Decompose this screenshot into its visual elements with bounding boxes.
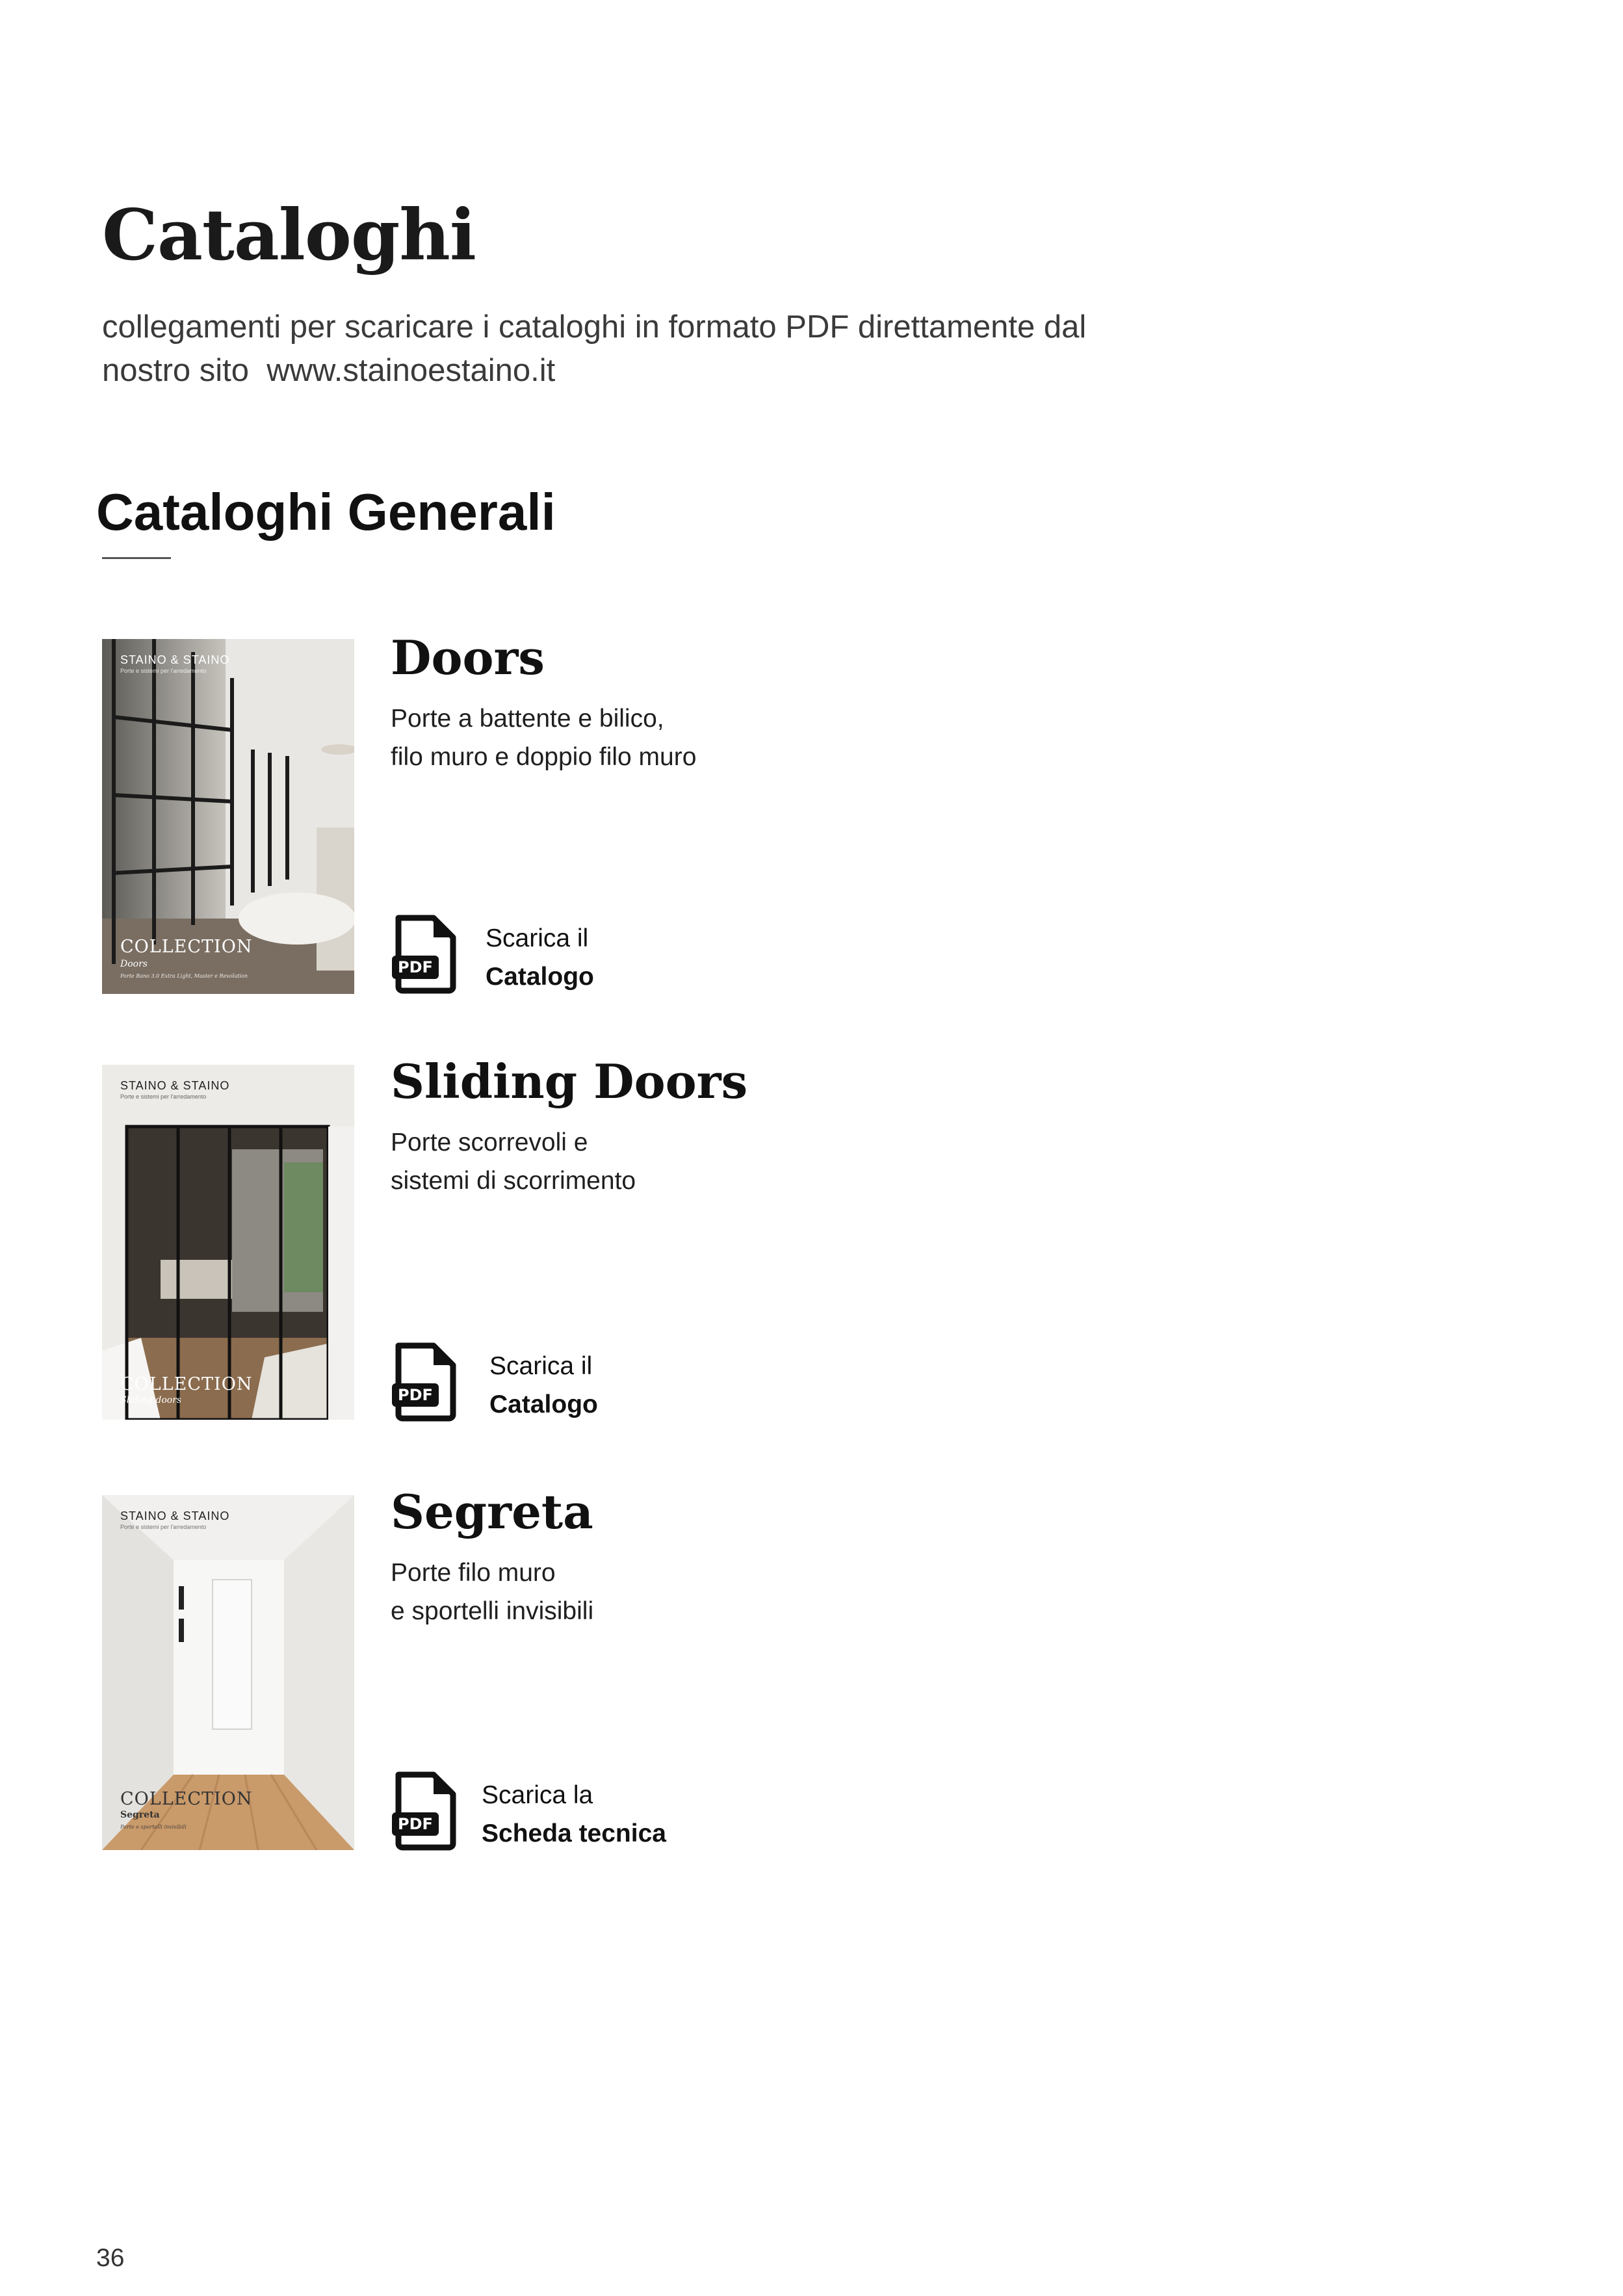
pdf-label: PDF <box>398 958 433 976</box>
cover-collection-name: Doors <box>120 959 148 969</box>
catalog-title: Doors <box>391 630 545 685</box>
description-line: sistemi di scorrimento <box>391 1167 636 1195</box>
description-line: filo muro e doppio filo muro <box>391 743 697 771</box>
download-label: Catalogo <box>489 1390 598 1418</box>
pdf-file-icon <box>391 914 460 995</box>
cover-brand: STAINO & STAINO <box>120 653 230 666</box>
download-datasheet-link[interactable] <box>391 1771 666 1853</box>
intro-line: collegamenti per scaricare i cataloghi in formato PDF direttamente dal <box>102 309 1087 345</box>
download-label: Scheda tecnica <box>482 1820 666 1847</box>
description-line: Porte scorrevoli e <box>391 1128 588 1156</box>
pdf-file-icon <box>391 1771 460 1851</box>
catalog-cover-image[interactable] <box>102 1065 354 1420</box>
intro-text <box>102 306 1337 393</box>
intro-line: nostro sito www.stainoestaino.it <box>102 353 556 388</box>
cover-photo <box>102 1065 354 1420</box>
download-line: Scarica la <box>482 1781 593 1809</box>
cover-brand: STAINO & STAINO <box>120 1509 230 1522</box>
pdf-file-icon <box>391 1342 460 1422</box>
catalog-cover-image[interactable] <box>102 1495 354 1850</box>
description-line: e sportelli invisibili <box>391 1597 594 1625</box>
catalog-description <box>391 1554 593 1630</box>
cover-collection: COLLECTION <box>120 1374 253 1394</box>
cover-collection: COLLECTION <box>120 1789 253 1809</box>
pdf-label: PDF <box>398 1815 433 1833</box>
cover-collection-tag: Porte Bano 3.0 Extra Light, Master e Revolution <box>120 973 248 979</box>
download-label: Catalogo <box>486 963 594 991</box>
page-number: 36 <box>96 2244 125 2272</box>
download-catalog-link[interactable] <box>391 1342 598 1424</box>
catalog-title: Sliding Doors <box>391 1054 748 1109</box>
pdf-label: PDF <box>398 1386 433 1404</box>
cover-brand-subtitle: Porte e sistemi per l'arredamento <box>120 668 207 674</box>
cover-brand: STAINO & STAINO <box>120 1079 230 1092</box>
catalog-description <box>391 699 696 776</box>
cover-collection-tag: Porte e sportelli invisibili <box>120 1824 187 1830</box>
catalog-title: Segreta <box>391 1484 593 1539</box>
download-catalog-link[interactable] <box>391 914 594 996</box>
page-title: Cataloghi <box>102 194 476 276</box>
cover-collection-name: Segreta <box>120 1810 160 1820</box>
download-line: Scarica il <box>489 1352 593 1380</box>
description-line: Porte a battente e bilico, <box>391 705 664 733</box>
catalog-cover-image[interactable] <box>102 639 354 994</box>
cover-collection: COLLECTION <box>120 937 253 957</box>
cover-collection-name: Sliding doors <box>120 1395 182 1405</box>
catalog-description <box>391 1123 636 1200</box>
section-divider <box>102 557 171 559</box>
download-line: Scarica il <box>486 924 589 952</box>
description-line: Porte filo muro <box>391 1559 556 1587</box>
cover-brand-subtitle: Porte e sistemi per l'arredamento <box>120 1524 207 1530</box>
cover-brand-subtitle: Porte e sistemi per l'arredamento <box>120 1093 207 1100</box>
section-title: Cataloghi Generali <box>96 483 556 541</box>
